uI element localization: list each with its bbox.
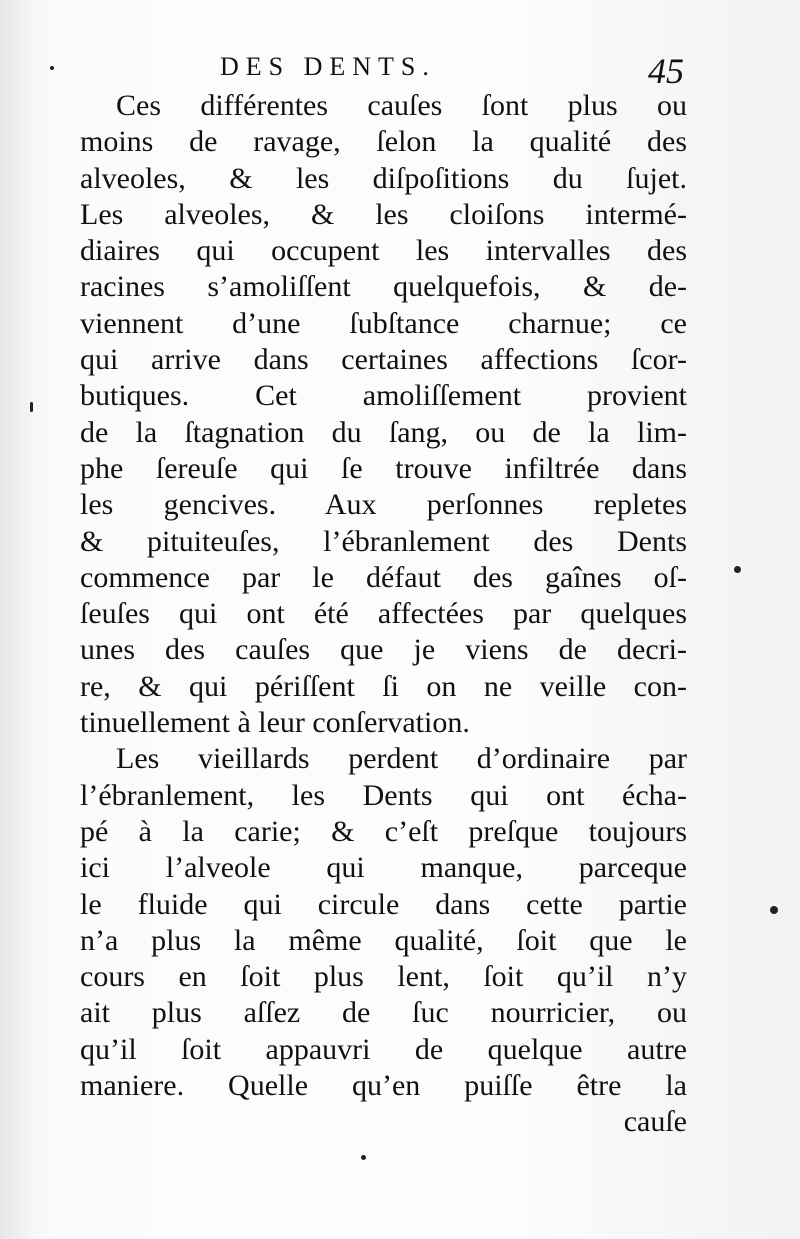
page-number: 45 (648, 51, 684, 91)
text-line: phe ſereuſe qui ſe trouve infiltrée dans (80, 451, 687, 485)
page-gutter-shadow (0, 0, 34, 1239)
running-head: DES DENTS. (220, 52, 436, 81)
paragraph (80, 88, 687, 741)
text-line: les gencives. Aux perſonnes repletes (80, 488, 687, 522)
text-line: moins de ravage, ſelon la qualité des (80, 125, 687, 159)
text-line: le fluide qui circule dans cette partie (80, 887, 687, 921)
body-text (80, 88, 687, 1141)
text-line: qui arrive dans certaines affections ſcor- (80, 343, 687, 377)
paragraph (80, 741, 687, 1104)
text-line: de la ſtagnation du ſang, ou de la lim- (80, 415, 687, 449)
text-line: maniere. Quelle qu’en puiſſe être la (80, 1069, 687, 1103)
text-line: ſeuſes qui ont été affectées par quelques (80, 597, 687, 631)
text-line: pé à la carie; & c’eſt preſque toujours (80, 814, 687, 848)
text-line: butiques. Cet amoliſſement provient (80, 379, 687, 413)
ink-speck (734, 566, 741, 573)
text-line: racines s’amoliſſent quelquefois, & de- (80, 270, 687, 304)
text-line: commence par le défaut des gaînes oſ- (80, 560, 687, 594)
text-line: diaires qui occupent les intervalles des (80, 234, 687, 268)
text-line: Les alveoles, & les cloiſons intermé- (80, 197, 687, 231)
text-line: ait plus aſſez de ſuc nourricier, ou (80, 996, 687, 1030)
text-line: qu’il ſoit appauvri de quelque autre (80, 1032, 687, 1066)
text-line: viennent d’une ſubſtance charnue; ce (80, 306, 687, 340)
ink-speck (30, 402, 33, 412)
ink-speck (50, 66, 54, 70)
catchword: cauſe (623, 1105, 687, 1139)
text-line: tinuellement à leur conſervation. (80, 706, 470, 740)
text-line: n’a plus la même qualité, ſoit que le (80, 923, 687, 957)
ink-speck (770, 906, 778, 914)
page-header (80, 50, 690, 90)
text-line: Ces différentes cauſes ſont plus ou (116, 89, 687, 122)
text-line: l’ébranlement, les Dents qui ont écha- (80, 778, 687, 812)
text-line: re, & qui périſſent ſi on ne veille con- (80, 669, 687, 703)
text-line: alveoles, & les diſpoſitions du ſujet. (80, 161, 687, 195)
ink-speck (361, 1155, 366, 1160)
text-line: cours en ſoit plus lent, ſoit qu’il n’y (80, 960, 687, 994)
text-line: ici l’alveole qui manque, parceque (80, 851, 687, 885)
text-line: & pituiteuſes, l’ébranlement des Dents (80, 524, 687, 558)
text-line: unes des cauſes que je viens de decri- (80, 633, 687, 667)
text-line: Les vieillards perdent d’ordinaire par (116, 742, 687, 776)
